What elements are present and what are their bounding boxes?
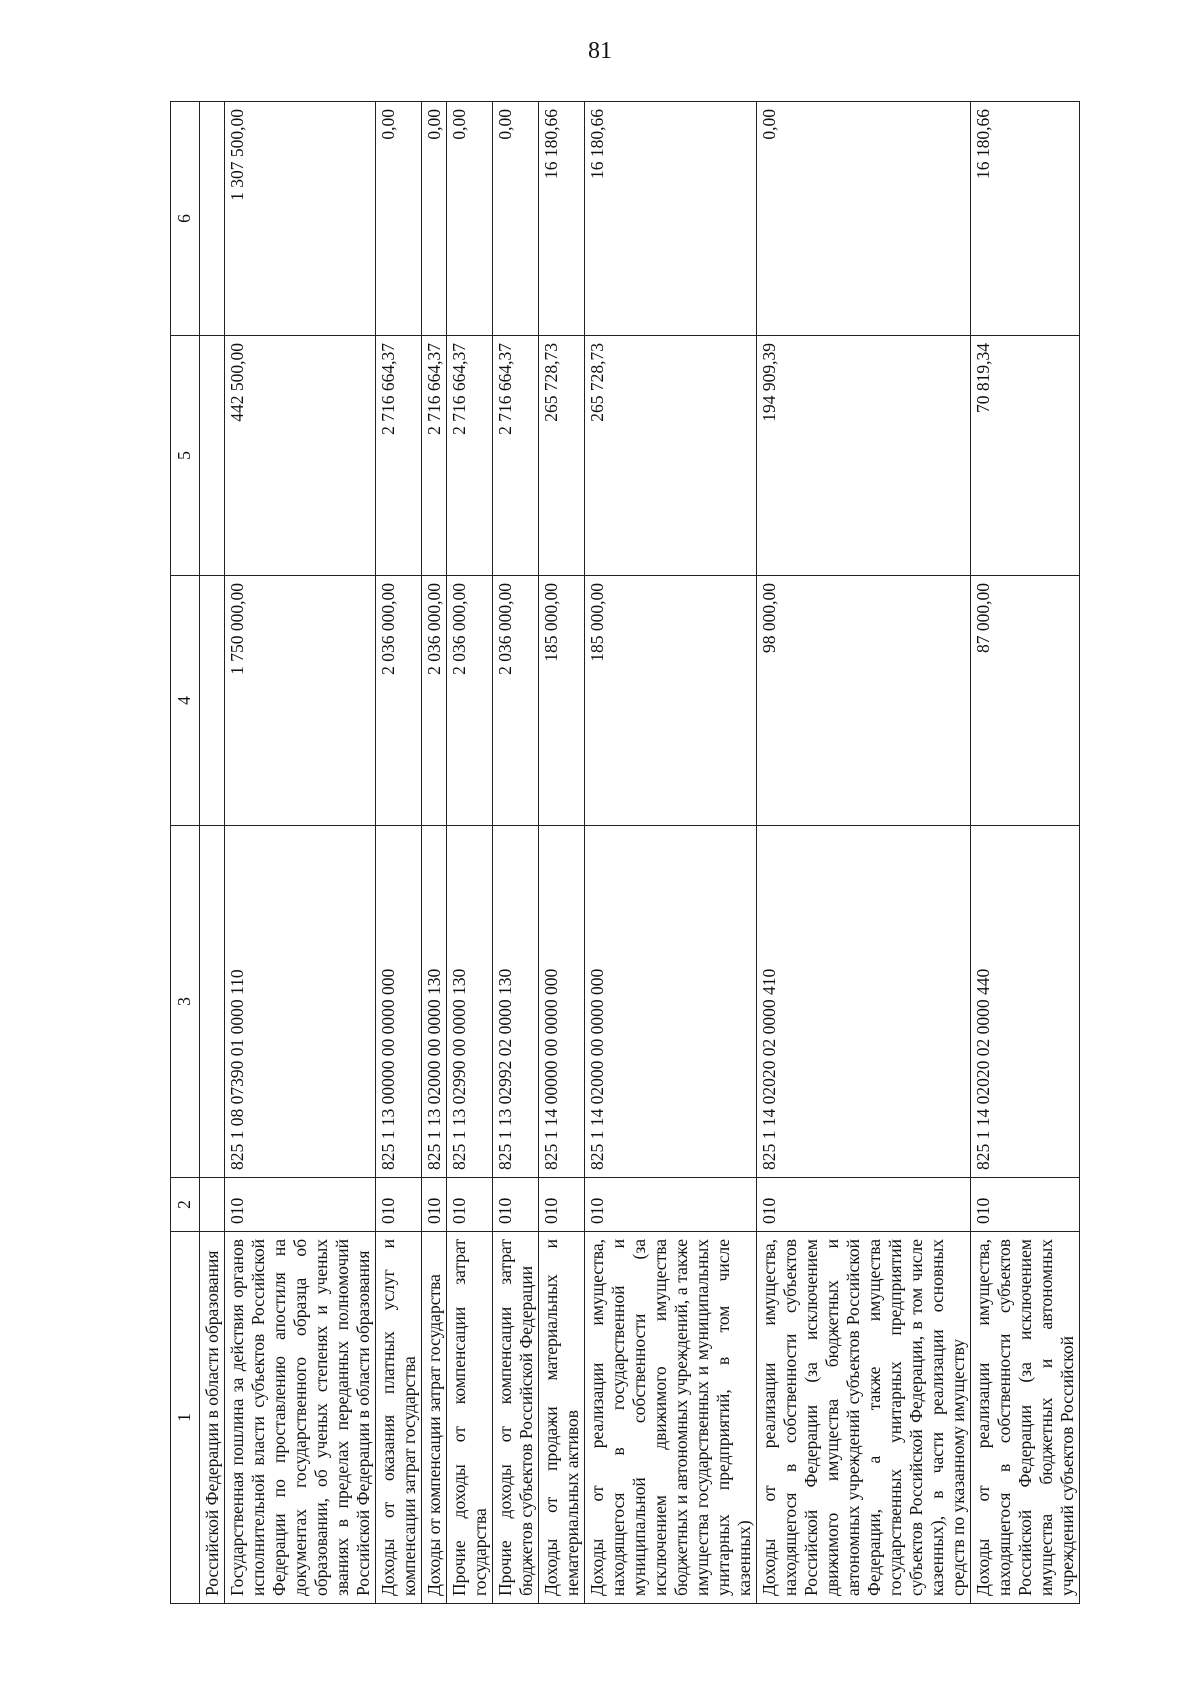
row-unexecuted: 0,00 <box>422 102 447 336</box>
row-name: Государственная пошлина за действия органов исполнительной власти субъектов Российской Федерации по проставлению апостиля на документах государственного образца об образовании, об ученых степенях и ученых званиях в пределах переданных полномочий Российской Федерации в области образования <box>225 1232 376 1604</box>
row-unexecuted: 0,00 <box>493 102 539 336</box>
row-line-code: 010 <box>376 1178 422 1232</box>
row-classification-code: 825 1 13 02992 02 0000 130 <box>493 826 539 1178</box>
row-name: Доходы от реализации имущества, находящегося в собственности субъектов Российской Федерации (за исключением движимого имущества бюджетных и автономных учреждений субъектов Российской Федерации, а также имущества государственных унитарных предприятий субъектов Российской Федерации, в том числе казенных), в части реализации основных средств по указанному имуществу <box>757 1232 971 1604</box>
row-classification-code: 825 1 14 02020 02 0000 440 <box>971 826 1080 1178</box>
row-line-code: 010 <box>225 1178 376 1232</box>
table-row <box>225 102 376 1604</box>
row-unexecuted: 0,00 <box>447 102 493 336</box>
row-classification-code: 825 1 13 00000 00 0000 000 <box>376 826 422 1178</box>
row-executed: 265 728,73 <box>585 336 757 576</box>
row-classification-code: 825 1 14 02000 00 0000 000 <box>585 826 757 1178</box>
table-row <box>539 102 585 1604</box>
row-plan: 87 000,00 <box>971 576 1080 826</box>
row-name: Доходы от продажи материальных и нематериальных активов <box>539 1232 585 1604</box>
row-plan: 2 036 000,00 <box>376 576 422 826</box>
row-plan: 185 000,00 <box>585 576 757 826</box>
row-name: Прочие доходы от компенсации затрат государства <box>447 1232 493 1604</box>
row-executed: 70 819,34 <box>971 336 1080 576</box>
row-classification-code: 825 1 13 02000 00 0000 130 <box>422 826 447 1178</box>
row-name: Прочие доходы от компенсации затрат бюджетов субъектов Российской Федерации <box>493 1232 539 1604</box>
row-plan: 1 750 000,00 <box>225 576 376 826</box>
row-name: Российской Федерации в области образования <box>200 1232 225 1604</box>
row-executed: 194 909,39 <box>757 336 971 576</box>
row-executed: 2 716 664,37 <box>376 336 422 576</box>
page-number: 81 <box>588 38 612 64</box>
row-executed: 2 716 664,37 <box>447 336 493 576</box>
row-unexecuted: 16 180,66 <box>971 102 1080 336</box>
row-name: Доходы от оказания платных услуг и компенсации затрат государства <box>376 1232 422 1604</box>
rotated-table-frame <box>170 102 1077 1604</box>
header-cell-4: 4 <box>171 576 200 826</box>
row-executed: 265 728,73 <box>539 336 585 576</box>
row-classification-code: 825 1 14 02020 02 0000 410 <box>757 826 971 1178</box>
row-line-code: 010 <box>447 1178 493 1232</box>
revenue-table <box>170 101 1080 1604</box>
row-unexecuted: 0,00 <box>376 102 422 336</box>
row-line-code: 010 <box>539 1178 585 1232</box>
row-name: Доходы от компенсации затрат государства <box>422 1232 447 1604</box>
row-executed: 2 716 664,37 <box>493 336 539 576</box>
row-classification-code: 825 1 14 00000 00 0000 000 <box>539 826 585 1178</box>
table-row <box>200 102 225 1604</box>
table-row <box>757 102 971 1604</box>
row-executed <box>200 336 225 576</box>
row-unexecuted: 16 180,66 <box>539 102 585 336</box>
header-row <box>171 102 200 1604</box>
table-row <box>971 102 1080 1604</box>
row-classification-code <box>200 826 225 1178</box>
row-name: Доходы от реализации имущества, находящегося в собственности субъектов Российской Федерации (за исключением имущества бюджетных и автономных учреждений субъектов Российской <box>971 1232 1080 1604</box>
row-executed: 442 500,00 <box>225 336 376 576</box>
row-line-code: 010 <box>422 1178 447 1232</box>
table-row <box>422 102 447 1604</box>
row-line-code: 010 <box>493 1178 539 1232</box>
row-line-code: 010 <box>757 1178 971 1232</box>
row-executed: 2 716 664,37 <box>422 336 447 576</box>
table-row <box>376 102 422 1604</box>
row-unexecuted <box>200 102 225 336</box>
row-unexecuted: 16 180,66 <box>585 102 757 336</box>
table-row <box>585 102 757 1604</box>
row-line-code: 010 <box>971 1178 1080 1232</box>
table-row <box>447 102 493 1604</box>
row-classification-code: 825 1 08 07390 01 0000 110 <box>225 826 376 1178</box>
row-plan: 2 036 000,00 <box>422 576 447 826</box>
row-line-code <box>200 1178 225 1232</box>
row-plan: 2 036 000,00 <box>493 576 539 826</box>
row-plan <box>200 576 225 826</box>
row-name: Доходы от реализации имущества, находящегося в государственной и муниципальной собственности (за исключением движимого имущества бюджетных и автономных учреждений, а также имущества государственных и муниципальных унитарных предприятий, в том числе казенных) <box>585 1232 757 1604</box>
row-plan: 185 000,00 <box>539 576 585 826</box>
header-cell-6: 6 <box>171 102 200 336</box>
row-unexecuted: 1 307 500,00 <box>225 102 376 336</box>
header-cell-1: 1 <box>171 1232 200 1604</box>
row-unexecuted: 0,00 <box>757 102 971 336</box>
table-row <box>493 102 539 1604</box>
row-plan: 2 036 000,00 <box>447 576 493 826</box>
row-plan: 98 000,00 <box>757 576 971 826</box>
header-cell-5: 5 <box>171 336 200 576</box>
row-classification-code: 825 1 13 02990 00 0000 130 <box>447 826 493 1178</box>
header-cell-2: 2 <box>171 1178 200 1232</box>
row-line-code: 010 <box>585 1178 757 1232</box>
header-cell-3: 3 <box>171 826 200 1178</box>
